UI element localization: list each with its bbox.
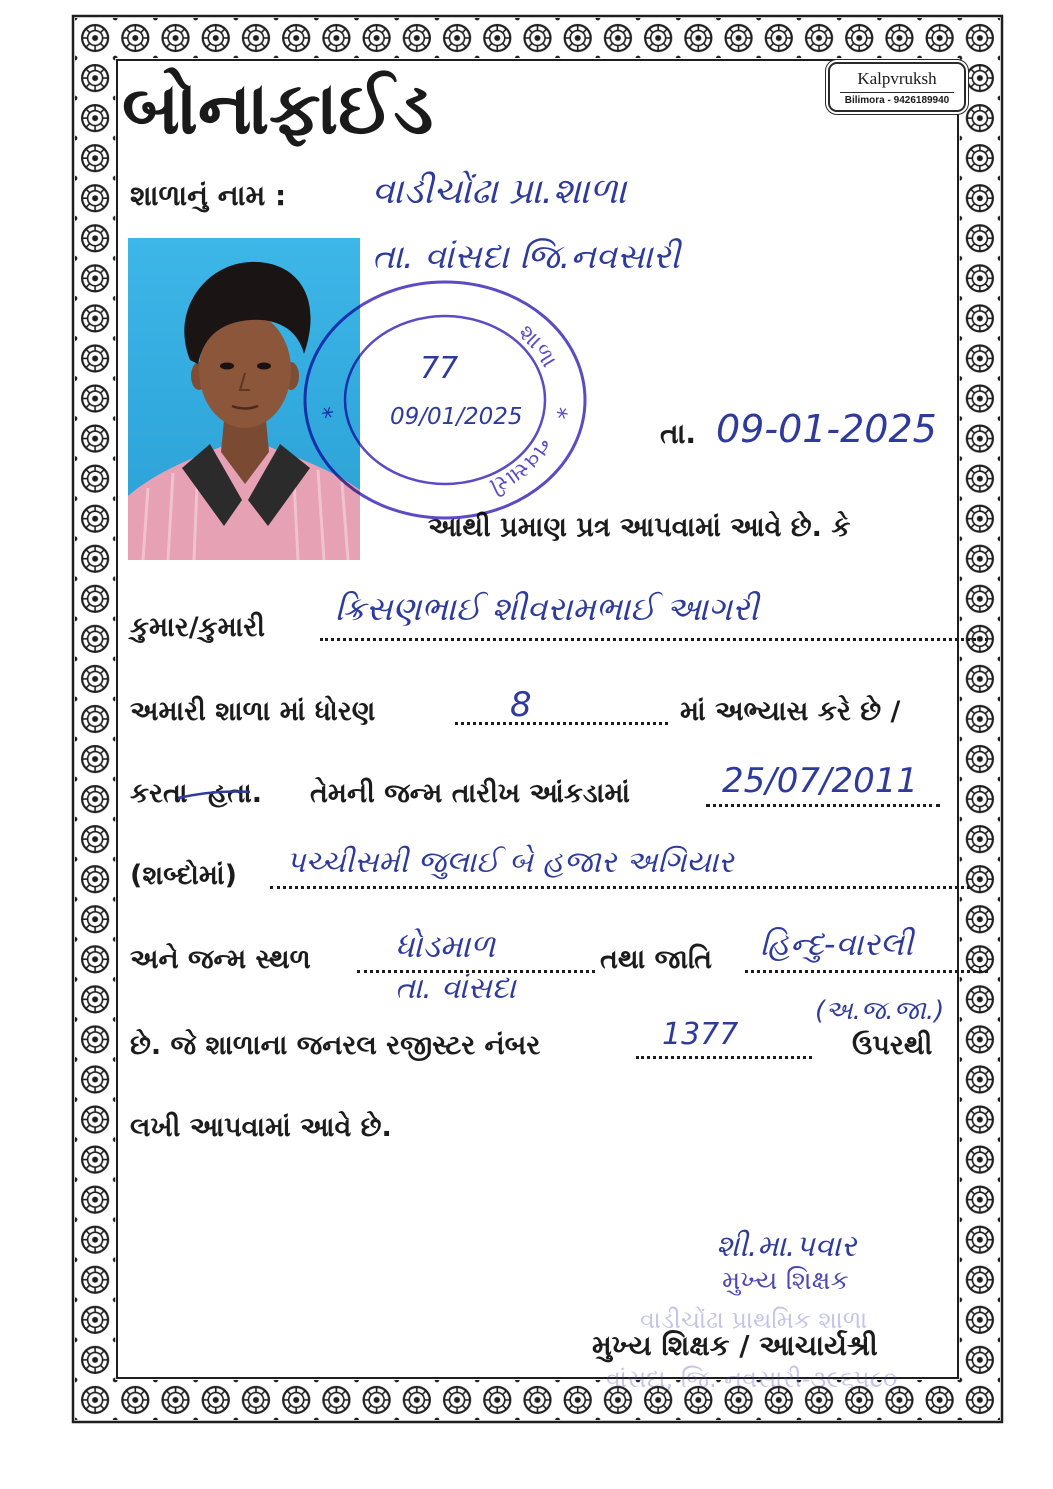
stamp-star-left-path: * bbox=[317, 404, 347, 420]
stamp-ring-text-bottom-path: નવસારી bbox=[485, 433, 558, 499]
stamp-ring-text-bottom bbox=[486, 434, 558, 499]
stamp-star-left bbox=[317, 404, 346, 420]
dob-label: તેમની જન્મ તારીખ આંકડામાં bbox=[310, 778, 631, 809]
birthplace-label: અને જન્મ સ્થળ bbox=[130, 944, 311, 975]
student-name-label: કુમાર/કુમારી bbox=[130, 612, 265, 643]
school-stamp-address: વાંસદા, જિ. નવસારી-૩૯૬૫૮૦ bbox=[606, 1365, 898, 1393]
logo-contact: Bilimora - 9426189940 bbox=[844, 95, 950, 106]
dob-digits-value: 25/07/2011 bbox=[722, 761, 918, 801]
studied-word-struck: હતા. bbox=[208, 778, 262, 809]
certificate-title: બોનાફાઈડ bbox=[122, 66, 434, 150]
dob-words-value: પચ્ચીસમી જુલાઈ બે હજાર અગિયાર bbox=[286, 845, 734, 880]
signatory-designation: મુખ્ય શિક્ષક / આચાર્યશ્રી bbox=[592, 1329, 878, 1362]
stamp-ring-text-top-path: શાળા bbox=[513, 320, 562, 373]
designation-stamp: મુખ્ય શિક્ષક bbox=[722, 1266, 849, 1296]
caste-value: હિન્દુ-વારલી bbox=[760, 925, 914, 963]
caste-category: (અ.જ.જા.) bbox=[815, 996, 945, 1026]
register-suffix: ઉપરથી bbox=[852, 1030, 933, 1061]
logo-divider bbox=[840, 92, 954, 93]
school-name-line2: તા. વાંસદા જિ.નવસારી bbox=[372, 237, 681, 277]
stamp-inward-number: 77 bbox=[420, 351, 459, 386]
stamp-inward-date: 09/01/2025 bbox=[390, 404, 523, 430]
publisher-logo bbox=[828, 62, 966, 112]
stamp-inner-ring bbox=[345, 316, 545, 484]
caste-label: તથા જાતિ bbox=[600, 944, 712, 975]
stamp-star-right bbox=[543, 405, 572, 421]
school-name-label: શાળાનું નામ : bbox=[130, 179, 287, 212]
stamp-star-right-path: * bbox=[543, 404, 573, 421]
handwritten-strike-line bbox=[176, 782, 252, 806]
left-eye bbox=[220, 363, 234, 370]
caste-leader bbox=[745, 970, 988, 973]
stamp-outer-ring bbox=[305, 282, 585, 518]
headmaster-signature: શી.મા.પવાર bbox=[716, 1229, 857, 1264]
register-leader bbox=[636, 1056, 812, 1059]
standard-leader bbox=[455, 722, 668, 725]
certificate-intro: આથી પ્રમાણ પ્રત્ર આપવામાં આવે છે. કે bbox=[428, 512, 851, 543]
school-name-line1: વાડીચોંઢા પ્રા.શાળા bbox=[372, 171, 627, 212]
right-eye bbox=[257, 363, 271, 370]
school-round-stamp bbox=[290, 272, 602, 532]
student-name-leader bbox=[320, 638, 988, 641]
birthplace-taluka: તા. વાંસદા bbox=[395, 971, 516, 1006]
school-stamp-name: વાડીચોંઢા પ્રાથમિક શાળા bbox=[640, 1306, 868, 1334]
dob-words-leader bbox=[270, 886, 970, 889]
studying-word: કરતા bbox=[130, 778, 188, 809]
logo-brand: Kalpvruksh bbox=[857, 69, 937, 88]
issue-date-label: તા. bbox=[660, 417, 697, 450]
issue-date-value: 09-01-2025 bbox=[716, 407, 937, 451]
standard-value: 8 bbox=[510, 685, 532, 725]
dob-leader bbox=[706, 804, 940, 807]
standard-prefix: અમારી શાળા માં ધોરણ bbox=[130, 696, 376, 727]
student-name-value: ક્રિસણભાઈ શીવરામભાઈ આગરી bbox=[335, 589, 759, 628]
birthplace-value: ધોડમાળ bbox=[395, 927, 496, 965]
register-prefix: છે. જે શાળાના જનરલ રજીસ્ટર નંબર bbox=[130, 1030, 541, 1061]
standard-suffix: માં અભ્યાસ કરે છે / bbox=[680, 696, 901, 727]
closing-line: લખી આપવામાં આવે છે. bbox=[130, 1112, 392, 1143]
register-number-value: 1377 bbox=[662, 1017, 739, 1052]
dob-words-label: (શબ્દોમાં) bbox=[130, 860, 237, 891]
